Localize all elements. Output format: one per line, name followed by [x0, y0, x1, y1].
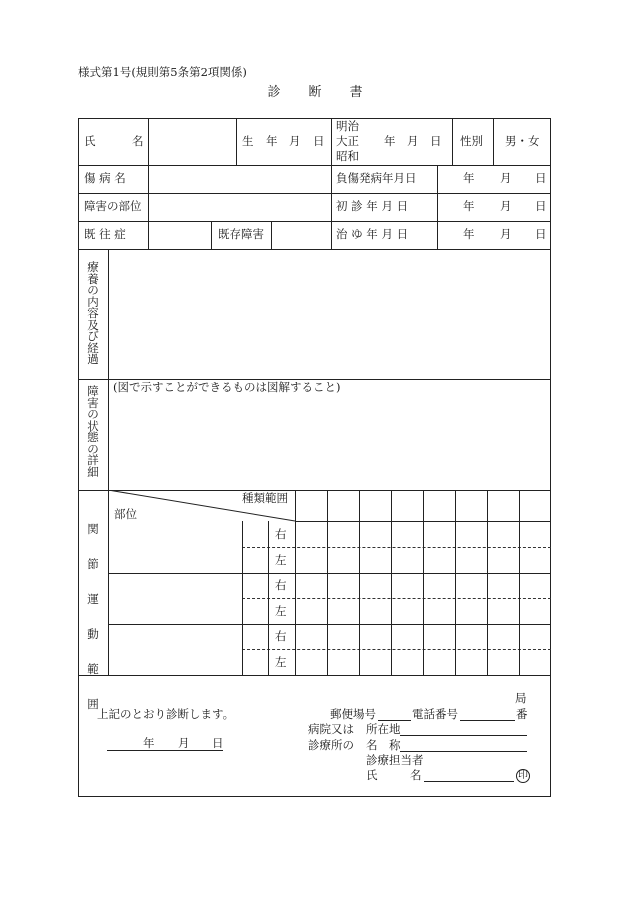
document-title: [0, 81, 630, 100]
date-underline: [107, 750, 223, 751]
birth-day: 日: [313, 134, 325, 148]
first-visit-month: 月: [500, 199, 512, 213]
facility-name-underline: [400, 751, 527, 752]
title-char-3: 書: [349, 85, 363, 100]
cure-date-label: 治 ゆ 年 月 日: [336, 227, 409, 241]
injury-year: 年: [463, 171, 475, 185]
rom-col-divider: [242, 521, 243, 675]
phone-label: 電話番号: [412, 707, 458, 721]
disability-site-label: 障害の部位: [84, 199, 142, 213]
cure-year: 年: [463, 227, 475, 241]
rom-col-divider: [519, 490, 520, 675]
row-divider: [78, 249, 551, 250]
cure-day: 日: [535, 227, 547, 241]
existing-disability-label: 既存障害: [218, 227, 264, 241]
injury-name-label: 傷 病 名: [84, 171, 126, 185]
section-divider: [78, 675, 551, 676]
staff-label: 診療担当者: [366, 753, 424, 767]
label-column-divider: [108, 249, 109, 675]
era-month: 月: [407, 134, 419, 148]
date-month: 月: [178, 736, 190, 750]
phone-underline: [460, 720, 515, 721]
postal-underline: [378, 720, 411, 721]
era-day: 日: [430, 134, 442, 148]
era-meiji: 明治: [336, 119, 359, 133]
rom-group-divider: [108, 624, 551, 625]
rom-col-divider: [455, 490, 456, 675]
rom-dashed-divider: [242, 649, 551, 650]
injury-day: 日: [535, 171, 547, 185]
col-divider: [148, 118, 149, 249]
first-visit-day: 日: [535, 199, 547, 213]
seal-icon: 印: [518, 770, 528, 781]
sex-label: 性別: [460, 134, 483, 148]
rom-left-2: 左: [275, 604, 287, 618]
rom-col-divider: [327, 490, 328, 675]
name-label-a: 氏: [84, 134, 96, 148]
rom-right-2: 右: [275, 578, 287, 592]
hospital-label-2: 診療所の: [308, 738, 354, 752]
facility-name-label: 名 称: [366, 738, 401, 752]
condition-field[interactable]: [110, 396, 549, 488]
sex-value: 男・女: [505, 134, 540, 148]
rom-header-part: 部位: [114, 507, 137, 521]
title-char-1: 診: [267, 85, 281, 100]
date-day: 日: [212, 736, 224, 750]
rom-col-divider: [423, 490, 424, 675]
person-underline: [424, 781, 514, 782]
address-label: 所在地: [366, 722, 401, 736]
era-year: 年: [384, 134, 396, 148]
rom-header-kind-range: 種類範囲: [242, 491, 288, 505]
rom-dashed-divider: [242, 598, 551, 599]
postal-label: 郵便場号: [330, 707, 376, 721]
rom-col-divider: [268, 521, 269, 675]
cure-month: 月: [500, 227, 512, 241]
hospital-label-1: 病院又は: [308, 722, 354, 736]
rom-col-divider: [487, 490, 488, 675]
treatment-field[interactable]: [110, 251, 549, 377]
era-showa: 昭和: [336, 149, 359, 163]
rom-right-1: 右: [275, 527, 287, 541]
birth-year: 年: [266, 134, 278, 148]
statement: 上記のとおり診断します。: [97, 707, 235, 721]
treatment-label: 療養の内容及び経過: [87, 260, 99, 366]
form-id: 様式第1号(規則第5条第2項関係): [78, 65, 247, 79]
col-divider: [211, 221, 212, 249]
col-divider: [331, 118, 332, 249]
era-taisho: 大正: [336, 134, 359, 148]
birth-label: 生: [242, 134, 254, 148]
injury-month: 月: [500, 171, 512, 185]
rom-left-3: 左: [275, 655, 287, 669]
condition-label: 障害の状態の詳細: [87, 384, 99, 479]
col-divider: [236, 118, 237, 165]
date-year: 年: [143, 736, 155, 750]
condition-note: (図で示すことができるものは図解すること): [113, 380, 341, 394]
title-char-2: 断: [308, 85, 322, 100]
col-divider: [437, 165, 438, 249]
rom-label: 関節運動範囲: [87, 522, 99, 711]
first-visit-label: 初 診 年 月 日: [336, 199, 409, 213]
rom-right-3: 右: [275, 629, 287, 643]
injury-date-label: 負傷発病年月日: [336, 171, 417, 185]
rom-col-divider: [359, 490, 360, 675]
ban-label: 番: [516, 707, 528, 721]
col-divider: [271, 221, 272, 249]
name-label-b: 名: [132, 134, 144, 148]
rom-col-divider: [391, 490, 392, 675]
person-label-a: 氏: [366, 768, 378, 782]
rom-group-divider: [108, 573, 551, 574]
col-divider: [452, 118, 453, 165]
rom-left-1: 左: [275, 553, 287, 567]
person-label-b: 名: [410, 768, 422, 782]
address-underline: [400, 735, 527, 736]
col-divider: [493, 118, 494, 165]
birth-month: 月: [289, 134, 301, 148]
first-visit-year: 年: [463, 199, 475, 213]
rom-dashed-divider: [242, 547, 551, 548]
kyoku-label: 局: [515, 691, 527, 705]
past-history-label: 既 往 症: [84, 227, 126, 241]
